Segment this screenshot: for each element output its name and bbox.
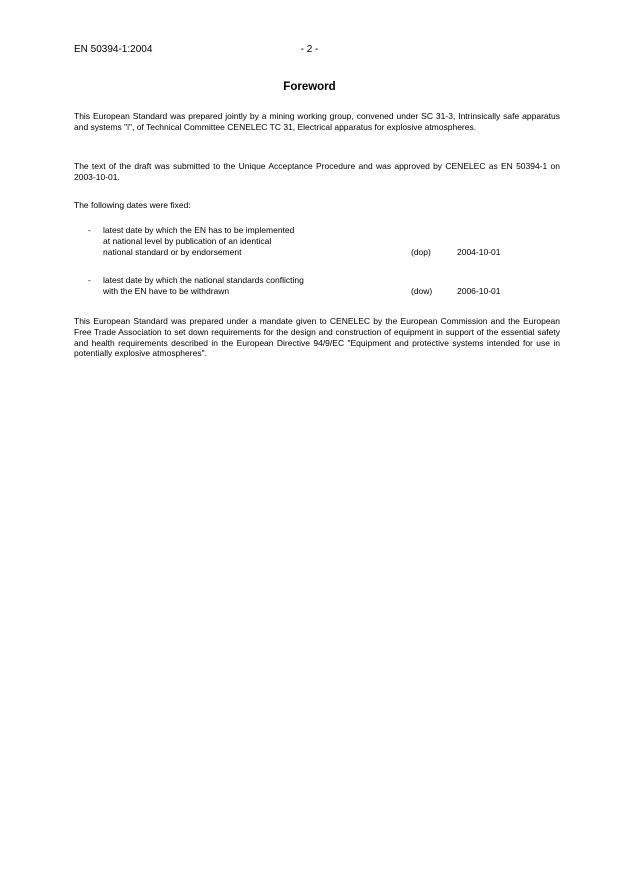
- date-item-abbreviation: (dow): [411, 285, 433, 296]
- date-item-line: with the EN have to be withdrawn: [103, 285, 230, 296]
- foreword-paragraph-dates-intro: The following dates were fixed:: [74, 200, 191, 210]
- date-item-date: 2006-10-01: [457, 285, 501, 296]
- date-item-abbreviation: (dop): [411, 246, 431, 257]
- date-item-date: 2004-10-01: [457, 246, 501, 257]
- page-number: - 2 -: [300, 44, 319, 55]
- date-item-description: [103, 275, 383, 297]
- list-dash: -: [88, 225, 91, 235]
- date-item-line: at national level by publication of an identical: [103, 235, 272, 246]
- foreword-paragraph-preparation: This European Standard was prepared jointly by a mining working group, convened under SC 31-3, Intrinsically safe apparatus and systems "i", of Technical Committee CENELEC TC 31, Electrical apparatus for explosive atmospheres.: [74, 111, 560, 132]
- date-item-line: latest date by which the EN has to be implemented: [103, 225, 295, 235]
- list-dash: -: [88, 275, 91, 285]
- date-item-line: latest date by which the national standards conflicting: [103, 275, 304, 285]
- date-item-line: national standard or by endorsement: [103, 246, 242, 257]
- date-item-description: [103, 225, 383, 257]
- foreword-paragraph-mandate: This European Standard was prepared under a mandate given to CENELEC by the European Commission and the European Free Trade Association to set down requirements for the design and construction of equipment in support of the essential safety and health requirements described in the European Directive 94/9/EC "Equipment and protective systems intended for use in potentially explosive atmospheres".: [74, 316, 560, 359]
- page-title: Foreword: [283, 81, 336, 93]
- foreword-paragraph-approval: The text of the draft was submitted to the Unique Acceptance Procedure and was approved by CENELEC as EN 50394-1 on 2003-10-01.: [74, 161, 560, 182]
- document-id: EN 50394-1:2004: [74, 44, 153, 55]
